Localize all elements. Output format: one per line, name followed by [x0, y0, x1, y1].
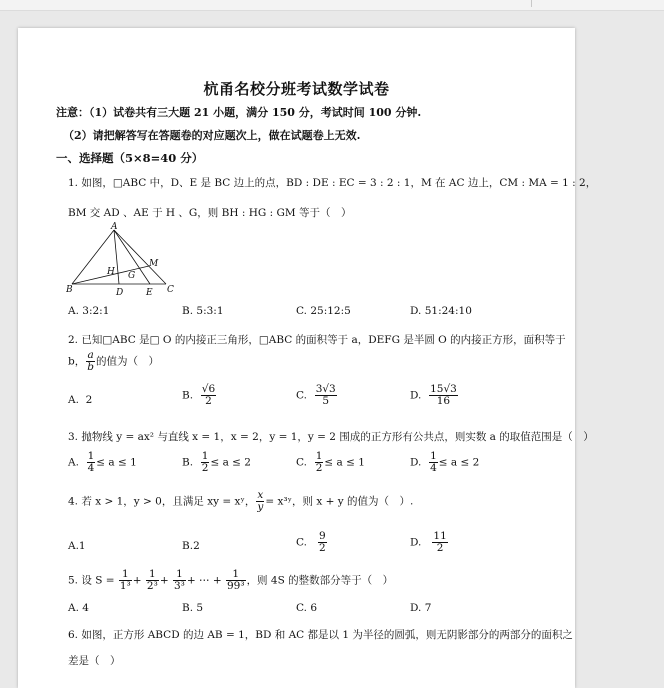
q2-line-1: 2. 已知□ABC 是□ O 的内接正三角形，□ABC 的面积等于 a，DEFG 是半圆 O 的内接正方形，面积等于: [68, 334, 566, 346]
label-g: G: [128, 271, 136, 281]
q3-option-c: C. $\frac{1}{2}$ ≤ a ≤ 1: [296, 450, 365, 475]
label-b: B: [66, 285, 73, 295]
q2-frac-num: a: [87, 349, 94, 361]
q4-line-1: 4. 若 x > 1，y > 0，且满足 xy = xʸ， $\frac{x}{y}$ = x³ʸ，则 x + y 的值为（ ）.: [68, 489, 414, 514]
q6-line-1: 6. 如图，正方形 ABCD 的边 AB = 1，BD 和 AC 都是以 1 为半径的圆弧，则无阴影部分的两部分的面积之: [68, 629, 573, 641]
q2-line-2: [68, 350, 159, 373]
q3-option-b: B. $\frac{1}{2}$ ≤ a ≤ 2: [182, 450, 251, 475]
q2-suffix: 的值为（ ）: [95, 355, 159, 368]
q4-option-a: A.1: [68, 540, 86, 552]
q2-frac-den: b: [87, 361, 94, 374]
q1-option-a: A. 3:2:1: [68, 305, 110, 317]
q1-line-2: BM 交 AD 、AE 于 H 、G，则 BH : HG : GM 等于（ ）: [68, 207, 352, 219]
label-h: H: [107, 267, 115, 277]
q1-line-1: 1. 如图，□ABC 中，D、E 是 BC 边上的点，BD : DE : EC = 3 : 2 : 1，M 在 AC 边上，CM : MA = 1 : 2，: [68, 177, 597, 189]
exam-title: 杭甬名校分班考试数学试卷: [203, 80, 390, 98]
q5-option-a: A. 4: [68, 602, 89, 614]
note-line-2: （2）请把解答写在答题卷的对应题次上，做在试题卷上无效.: [63, 129, 361, 142]
viewer-top-bar: [0, 0, 664, 11]
q5-option-c: C. 6: [296, 602, 318, 614]
q2-option-b: B. $\frac{√6}{2}$: [182, 383, 216, 408]
q6-line-2: 差是（ ）: [68, 655, 121, 667]
q2-option-d: D. $\frac{15√3}{16}$: [410, 383, 457, 408]
q2-fraction: [86, 350, 95, 373]
q5-line-1: 5. 设 S = $\frac{1}{\text{1³}}$ + $\frac{1}{\text{2³}}$ + $\frac{1}{\text{3³}}$ + ⋯ + $\frac{1}{\text{99³}}$ ，则 4S 的整数部分等于（ ）: [68, 568, 394, 593]
note-line-1: 注意：（1）试卷共有三大题 21 小题，满分 150 分，考试时间 100 分钟.: [56, 106, 422, 119]
q1-option-b: B. 5:3:1: [182, 305, 224, 317]
q1-option-c: C. 25:12:5: [296, 305, 351, 317]
q4-option-c: C. $\frac{9}{2}$: [296, 530, 326, 555]
toolbar-divider: [531, 0, 532, 7]
label-m: M: [149, 259, 159, 269]
q4-option-d: D. $\frac{11}{2}$: [410, 530, 447, 555]
q4-option-b: B.2: [182, 540, 200, 552]
label-e: E: [146, 288, 153, 298]
label-c: C: [167, 285, 174, 295]
label-a: A: [111, 222, 118, 232]
q3-option-a: A. $\frac{1}{4}$ ≤ a ≤ 1: [68, 450, 137, 475]
q2-option-a: A. 2: [68, 394, 93, 406]
q5-option-d: D. 7: [410, 602, 432, 614]
q3-line-1: 3. 抛物线 y = ax² 与直线 x = 1，x = 2，y = 1，y = 2 围成的正方形有公共点，则实数 a 的取值范围是（ ）: [68, 431, 594, 443]
document-page: [18, 28, 597, 688]
section-heading: 一、选择题（5×8=40 分）: [56, 151, 204, 165]
q2-prefix: b，: [68, 355, 86, 368]
q3-option-d: D. $\frac{1}{4}$ ≤ a ≤ 2: [410, 450, 480, 475]
q2-option-c: C. $\frac{3√3}{5}$: [296, 383, 336, 408]
label-d: D: [116, 288, 124, 298]
q1-triangle-figure: [66, 222, 180, 300]
q1-option-d: D. 51:24:10: [410, 305, 472, 317]
q5-option-b: B. 5: [182, 602, 204, 614]
